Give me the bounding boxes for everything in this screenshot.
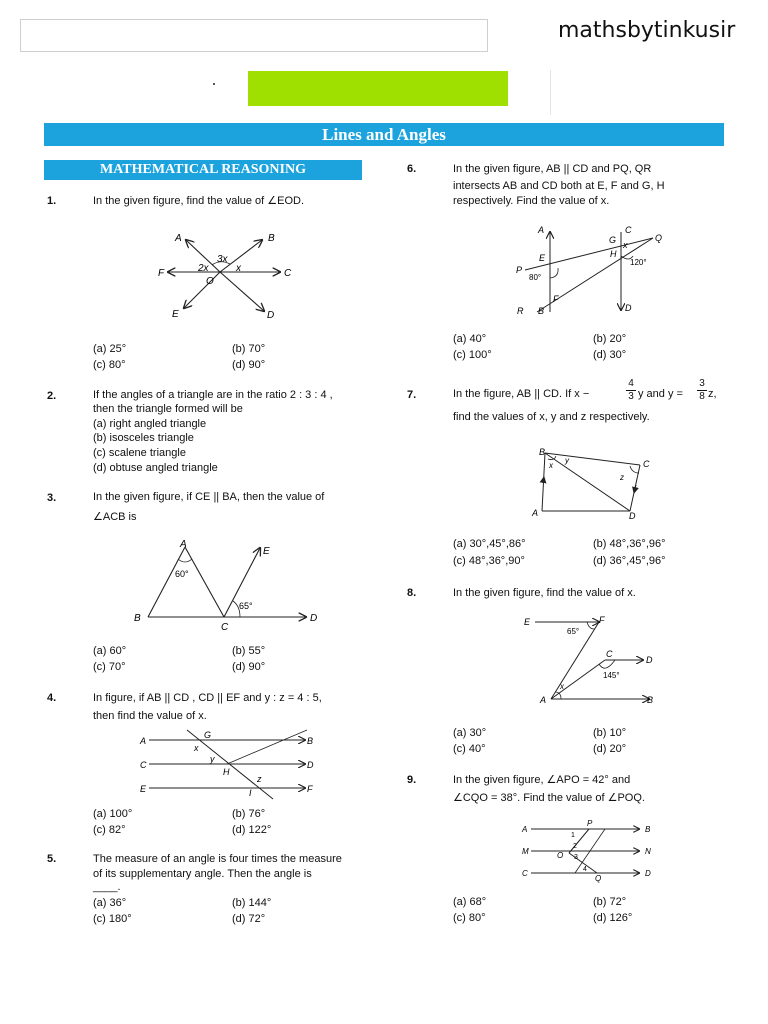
option-b: (b) 48°,36°,96° xyxy=(593,538,666,550)
question-text: intersects AB and CD both at E, F and G, H xyxy=(453,180,665,192)
q8-figure xyxy=(515,612,665,712)
option-c: (c) 70° xyxy=(93,661,126,673)
label-p: P xyxy=(587,819,593,828)
label-c: C xyxy=(606,649,613,659)
label-a: A xyxy=(140,736,147,746)
label-e: E xyxy=(172,309,179,320)
label-b: B xyxy=(307,736,314,746)
fraction-denominator: 3 xyxy=(626,390,636,403)
angle-1: 1 xyxy=(571,832,575,839)
q7-figure xyxy=(520,443,660,521)
label-d: D xyxy=(625,303,632,313)
option-b: (b) 20° xyxy=(593,333,627,345)
green-banner xyxy=(248,71,508,106)
question-text: In the figure, AB || CD. If x − xyxy=(453,388,590,400)
option-a: (a) right angled triangle xyxy=(93,418,207,430)
q3-figure xyxy=(120,533,320,633)
question-text: ∠ACB is xyxy=(93,511,137,523)
question-number: 5. xyxy=(47,853,57,865)
question-text: In the given figure, ∠APO = 42° and xyxy=(453,774,631,786)
question-text: respectively. Find the value of x. xyxy=(453,195,610,207)
angle-3: 3 xyxy=(574,854,578,861)
fraction-1 xyxy=(626,378,636,403)
angle-x: x xyxy=(549,461,553,470)
option-a: (a) 40° xyxy=(453,333,487,345)
option-a: (a) 36° xyxy=(93,897,127,909)
label-o: O xyxy=(557,851,564,860)
question-text: then find the value of x. xyxy=(93,710,207,722)
option-d: (d) 90° xyxy=(232,359,266,371)
label-q: Q xyxy=(595,874,602,883)
label-c: C xyxy=(284,268,292,279)
angle-60: 60° xyxy=(175,569,189,579)
angle-65: 65° xyxy=(567,627,580,636)
option-b: (b) 10° xyxy=(593,727,627,739)
option-b: (b) 72° xyxy=(593,896,627,908)
label-e: E xyxy=(539,253,546,263)
label-c: C xyxy=(643,459,650,469)
label-m: M xyxy=(522,847,529,856)
angle-x: x xyxy=(236,263,241,274)
option-c: (c) 80° xyxy=(453,912,486,924)
option-a: (a) 25° xyxy=(93,343,127,355)
fraction-denominator: 8 xyxy=(697,390,707,403)
label-o: O xyxy=(206,276,214,287)
angle-z: z xyxy=(257,774,262,784)
label-f: F xyxy=(307,784,313,794)
label-n: N xyxy=(645,847,651,856)
option-a: (a) 30°,45°,86° xyxy=(453,538,526,550)
angle-x: x xyxy=(623,240,628,250)
angle-x: x xyxy=(194,743,199,753)
q4-figure xyxy=(135,727,325,802)
angle-145: 145° xyxy=(603,671,620,680)
option-a: (a) 30° xyxy=(453,727,487,739)
label-e: E xyxy=(263,546,270,557)
label-h: H xyxy=(223,767,230,777)
label-c: C xyxy=(140,760,147,770)
label-f: F xyxy=(553,294,559,304)
top-empty-box xyxy=(20,19,488,52)
section-heading: MATHEMATICAL REASONING xyxy=(44,160,362,180)
option-b: (b) isosceles triangle xyxy=(93,432,194,444)
question-number: 8. xyxy=(407,587,417,599)
label-p: P xyxy=(516,265,523,275)
question-text: then the triangle formed will be xyxy=(93,403,243,415)
question-text: ∠CQO = 38°. Find the value of ∠POQ. xyxy=(453,792,645,804)
q1-figure xyxy=(150,225,300,325)
label-e: E xyxy=(524,617,531,627)
question-number: 6. xyxy=(407,163,417,175)
q9-figure xyxy=(515,815,665,885)
label-r: R xyxy=(517,306,524,316)
option-d: (d) 36°,45°,96° xyxy=(593,555,666,567)
angle-2: 2 xyxy=(573,843,577,850)
label-b: B xyxy=(268,233,275,244)
label-h: H xyxy=(610,249,617,259)
option-c: (c) 82° xyxy=(93,824,126,836)
question-text: of its supplementary angle. Then the angle is xyxy=(93,868,312,880)
angle-2x: 2x xyxy=(198,263,209,274)
label-d: D xyxy=(629,511,636,521)
question-number: 1. xyxy=(47,195,57,207)
question-text: In the given figure, find the value of x. xyxy=(453,587,636,599)
angle-3x: 3x xyxy=(217,254,228,265)
angle-x: x xyxy=(560,682,564,691)
label-g: G xyxy=(609,235,617,245)
label-c: C xyxy=(522,869,528,878)
page-title: Lines and Angles xyxy=(44,123,724,146)
angle-80: 80° xyxy=(529,273,542,282)
option-b: (b) 144° xyxy=(232,897,272,909)
question-text: ____. xyxy=(93,881,121,893)
label-a: A xyxy=(540,695,547,705)
angle-65: 65° xyxy=(239,601,253,611)
question-number: 4. xyxy=(47,692,57,704)
label-d: D xyxy=(645,869,651,878)
option-d: (d) 30° xyxy=(593,349,627,361)
label-a: A xyxy=(175,233,182,244)
option-a: (a) 100° xyxy=(93,808,133,820)
option-a: (a) 68° xyxy=(453,896,487,908)
label-a: A xyxy=(522,825,528,834)
label-b: B xyxy=(538,306,545,316)
label-d: D xyxy=(646,655,653,665)
label-q: Q xyxy=(655,233,663,243)
question-text: The measure of an angle is four times the measure xyxy=(93,853,342,865)
option-d: (d) 72° xyxy=(232,913,266,925)
question-text: If the angles of a triangle are in the ratio 2 : 3 : 4 , xyxy=(93,389,333,401)
question-number: 7. xyxy=(407,389,417,401)
label-d: D xyxy=(310,613,318,624)
label-b: B xyxy=(134,613,141,624)
label-e: E xyxy=(140,784,147,794)
question-number: 2. xyxy=(47,390,57,402)
label-d: D xyxy=(307,760,314,770)
option-d: (d) 126° xyxy=(593,912,633,924)
label-d: D xyxy=(267,310,275,321)
q6-figure xyxy=(505,222,685,322)
option-c: (c) 100° xyxy=(453,349,492,361)
angle-y: y xyxy=(210,754,215,764)
label-a: A xyxy=(180,539,187,550)
angle-4: 4 xyxy=(583,866,587,873)
question-text: In the given figure, find the value of ∠EOD. xyxy=(93,195,305,207)
fraction-numerator: 4 xyxy=(628,378,634,389)
question-text: y and y = xyxy=(638,388,683,400)
option-a: (a) 60° xyxy=(93,645,127,657)
label-b: B xyxy=(539,447,546,457)
question-text: z, xyxy=(708,388,717,400)
option-d: (d) 20° xyxy=(593,743,627,755)
option-c: (c) 180° xyxy=(93,913,132,925)
option-b: (b) 55° xyxy=(232,645,266,657)
label-f: F xyxy=(599,615,605,625)
fraction-2 xyxy=(697,378,707,403)
angle-120: 120° xyxy=(630,258,647,267)
option-d: (d) 90° xyxy=(232,661,266,673)
option-b: (b) 76° xyxy=(232,808,266,820)
option-d: (d) obtuse angled triangle xyxy=(93,462,218,474)
label-i: I xyxy=(249,788,252,798)
label-a: A xyxy=(532,508,539,518)
label-b: B xyxy=(647,695,654,705)
label-g: G xyxy=(204,730,212,740)
divider-line xyxy=(550,70,551,115)
label-a: A xyxy=(538,225,545,235)
fraction-numerator: 3 xyxy=(699,378,705,389)
question-text: In the given figure, AB || CD and PQ, QR xyxy=(453,163,652,175)
option-c: (c) 48°,36°,90° xyxy=(453,555,525,567)
question-text: In figure, if AB || CD , CD || EF and y : z = 4 : 5, xyxy=(93,692,322,704)
label-c: C xyxy=(221,622,229,633)
brand-logo: mathsbytinkusir xyxy=(558,18,736,43)
label-c: C xyxy=(625,225,632,235)
question-text: find the values of x, y and z respectively. xyxy=(453,411,650,423)
question-number: 3. xyxy=(47,492,57,504)
option-d: (d) 122° xyxy=(232,824,272,836)
option-c: (c) 40° xyxy=(453,743,486,755)
option-b: (b) 70° xyxy=(232,343,266,355)
question-text: In the given figure, if CE || BA, then the value of xyxy=(93,491,325,503)
label-b: B xyxy=(645,825,651,834)
question-number: 9. xyxy=(407,774,417,786)
angle-z: z xyxy=(620,473,624,482)
decorative-dot xyxy=(213,83,215,85)
label-f: F xyxy=(158,268,165,279)
option-c: (c) 80° xyxy=(93,359,126,371)
angle-y: y xyxy=(565,456,569,465)
option-c: (c) scalene triangle xyxy=(93,447,186,459)
